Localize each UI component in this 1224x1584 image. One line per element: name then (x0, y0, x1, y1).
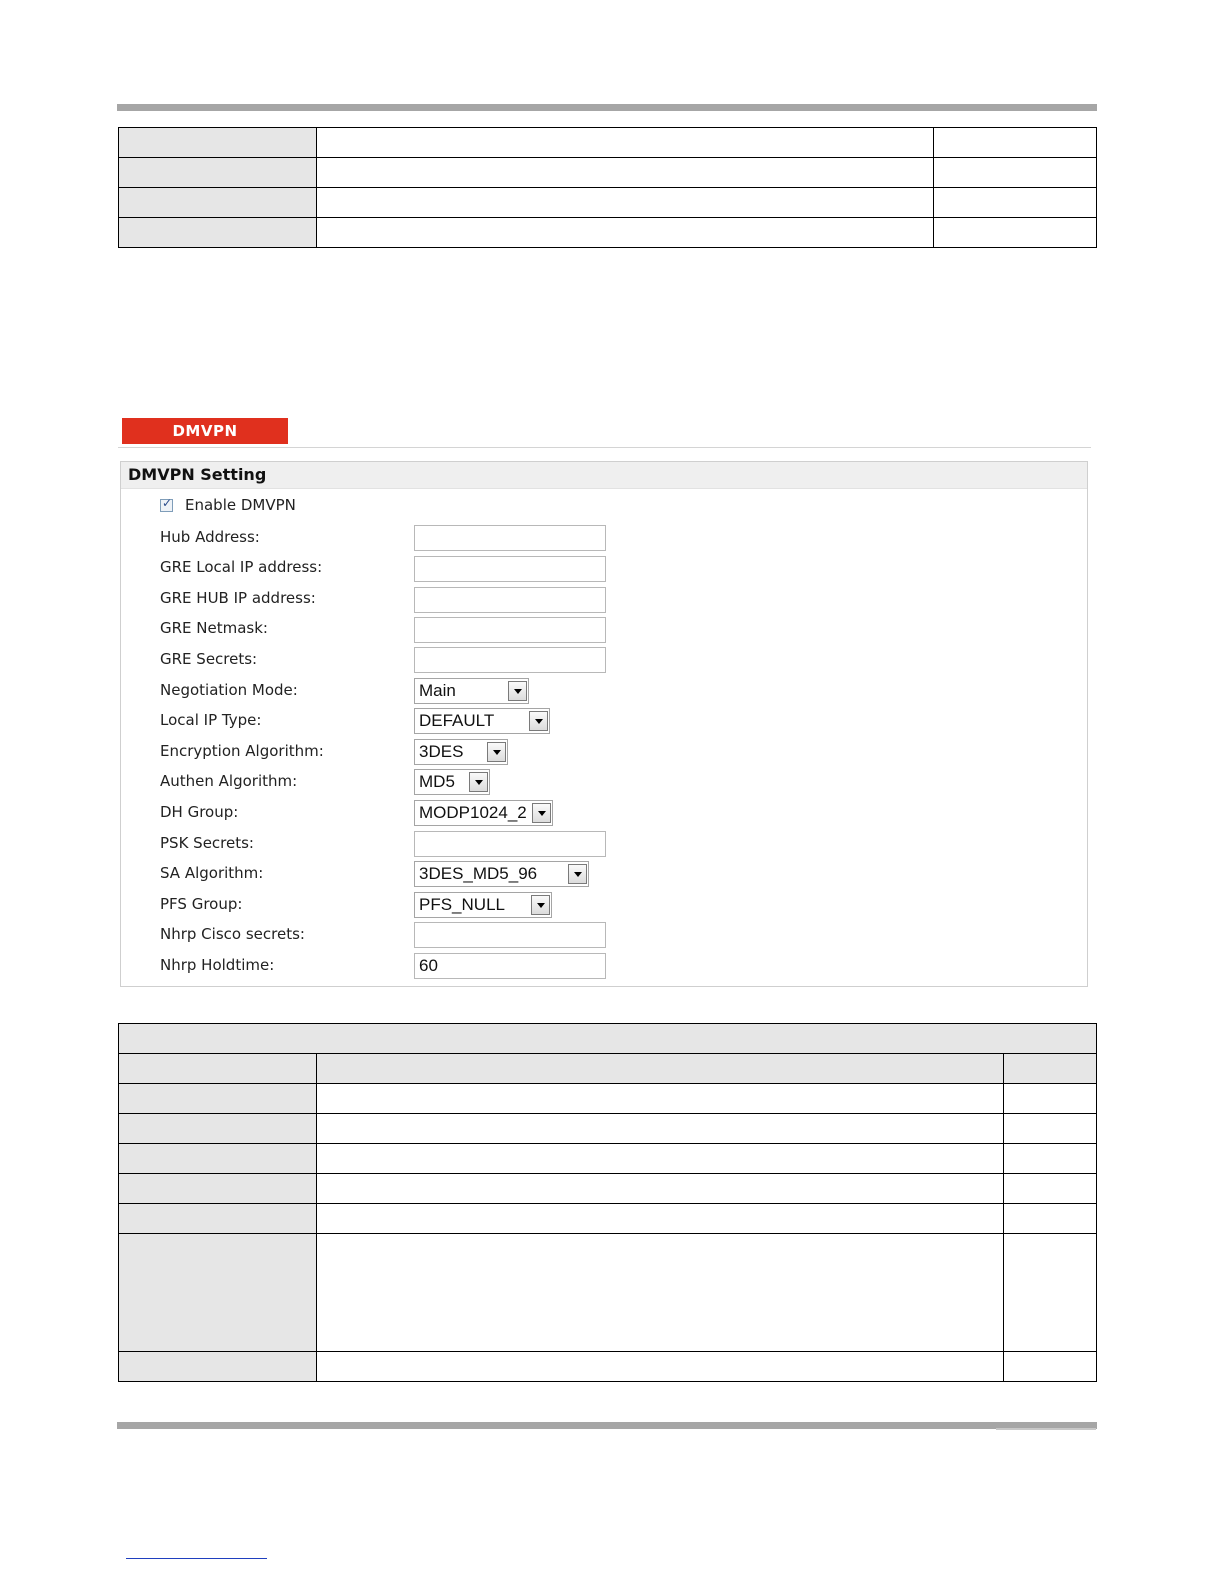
gre-hub-ip-input[interactable] (414, 587, 606, 613)
negotiation-mode-value: Main (419, 681, 456, 700)
sa-algorithm-value: 3DES_MD5_96 (419, 864, 538, 883)
panel-title: DMVPN Setting (121, 462, 1087, 489)
pfs-group-select[interactable] (414, 892, 552, 918)
tab-underline (118, 447, 1091, 448)
page-header-rule (117, 104, 1097, 111)
enable-dmvpn-label: Enable DMVPN (185, 496, 296, 514)
chevron-down-icon[interactable] (529, 711, 548, 731)
nhrp-cisco-secrets-label: Nhrp Cisco secrets: (160, 925, 305, 943)
negotiation-mode-label: Negotiation Mode: (160, 681, 298, 699)
chevron-down-icon[interactable] (531, 895, 550, 915)
dh-group-select[interactable] (414, 800, 553, 826)
chevron-down-icon[interactable] (508, 681, 527, 701)
footer-link-underline[interactable] (126, 1558, 267, 1559)
parameter-table-top (118, 127, 1097, 248)
chevron-down-icon[interactable] (487, 742, 506, 762)
table-row (119, 188, 1097, 218)
table-row (119, 1174, 1097, 1204)
tab-dmvpn[interactable]: DMVPN (122, 418, 288, 444)
table-row (119, 1352, 1097, 1382)
authen-algorithm-select[interactable] (414, 769, 490, 795)
pfs-group-value: PFS_NULL (419, 895, 505, 914)
table-header-row (119, 1024, 1097, 1054)
local-ip-type-label: Local IP Type: (160, 711, 262, 729)
gre-hub-ip-label: GRE HUB IP address: (160, 589, 316, 607)
nhrp-holdtime-input[interactable]: 60 (414, 953, 606, 979)
chevron-down-icon[interactable] (532, 803, 551, 823)
table-row (119, 1204, 1097, 1234)
hub-address-label: Hub Address: (160, 528, 260, 546)
encryption-algorithm-value: 3DES (419, 742, 464, 761)
sa-algorithm-select[interactable] (414, 861, 589, 887)
local-ip-type-value: DEFAULT (419, 711, 495, 730)
gre-local-ip-label: GRE Local IP address: (160, 558, 323, 576)
negotiation-mode-select[interactable] (414, 678, 529, 704)
footer-decoration (996, 1428, 1096, 1430)
psk-secrets-input[interactable] (414, 831, 606, 857)
table-header-row (119, 1054, 1097, 1084)
gre-netmask-input[interactable] (414, 617, 606, 643)
page-footer-rule (117, 1422, 1097, 1429)
table-row (119, 1114, 1097, 1144)
gre-secrets-input[interactable] (414, 647, 606, 673)
psk-secrets-label: PSK Secrets: (160, 834, 254, 852)
parameter-table-bottom (118, 1023, 1097, 1382)
gre-local-ip-input[interactable] (414, 556, 606, 582)
pfs-group-label: PFS Group: (160, 895, 243, 913)
chevron-down-icon[interactable] (568, 864, 587, 884)
dh-group-value: MODP1024_2 (419, 803, 527, 822)
table-row (119, 1084, 1097, 1114)
local-ip-type-select[interactable] (414, 708, 550, 734)
table-row (119, 128, 1097, 158)
encryption-algorithm-select[interactable] (414, 739, 508, 765)
table-row (119, 1144, 1097, 1174)
hub-address-input[interactable] (414, 525, 606, 551)
authen-algorithm-label: Authen Algorithm: (160, 772, 298, 790)
enable-dmvpn-row (160, 496, 296, 514)
gre-netmask-label: GRE Netmask: (160, 619, 268, 637)
enable-dmvpn-checkbox[interactable] (160, 499, 173, 512)
nhrp-cisco-secrets-input[interactable] (414, 922, 606, 948)
dh-group-label: DH Group: (160, 803, 239, 821)
table-row (119, 158, 1097, 188)
chevron-down-icon[interactable] (469, 772, 488, 792)
gre-secrets-label: GRE Secrets: (160, 650, 258, 668)
authen-algorithm-value: MD5 (419, 772, 455, 791)
table-row (119, 1234, 1097, 1352)
sa-algorithm-label: SA Algorithm: (160, 864, 264, 882)
encryption-algorithm-label: Encryption Algorithm: (160, 742, 324, 760)
nhrp-holdtime-label: Nhrp Holdtime: (160, 956, 275, 974)
table-row (119, 218, 1097, 248)
